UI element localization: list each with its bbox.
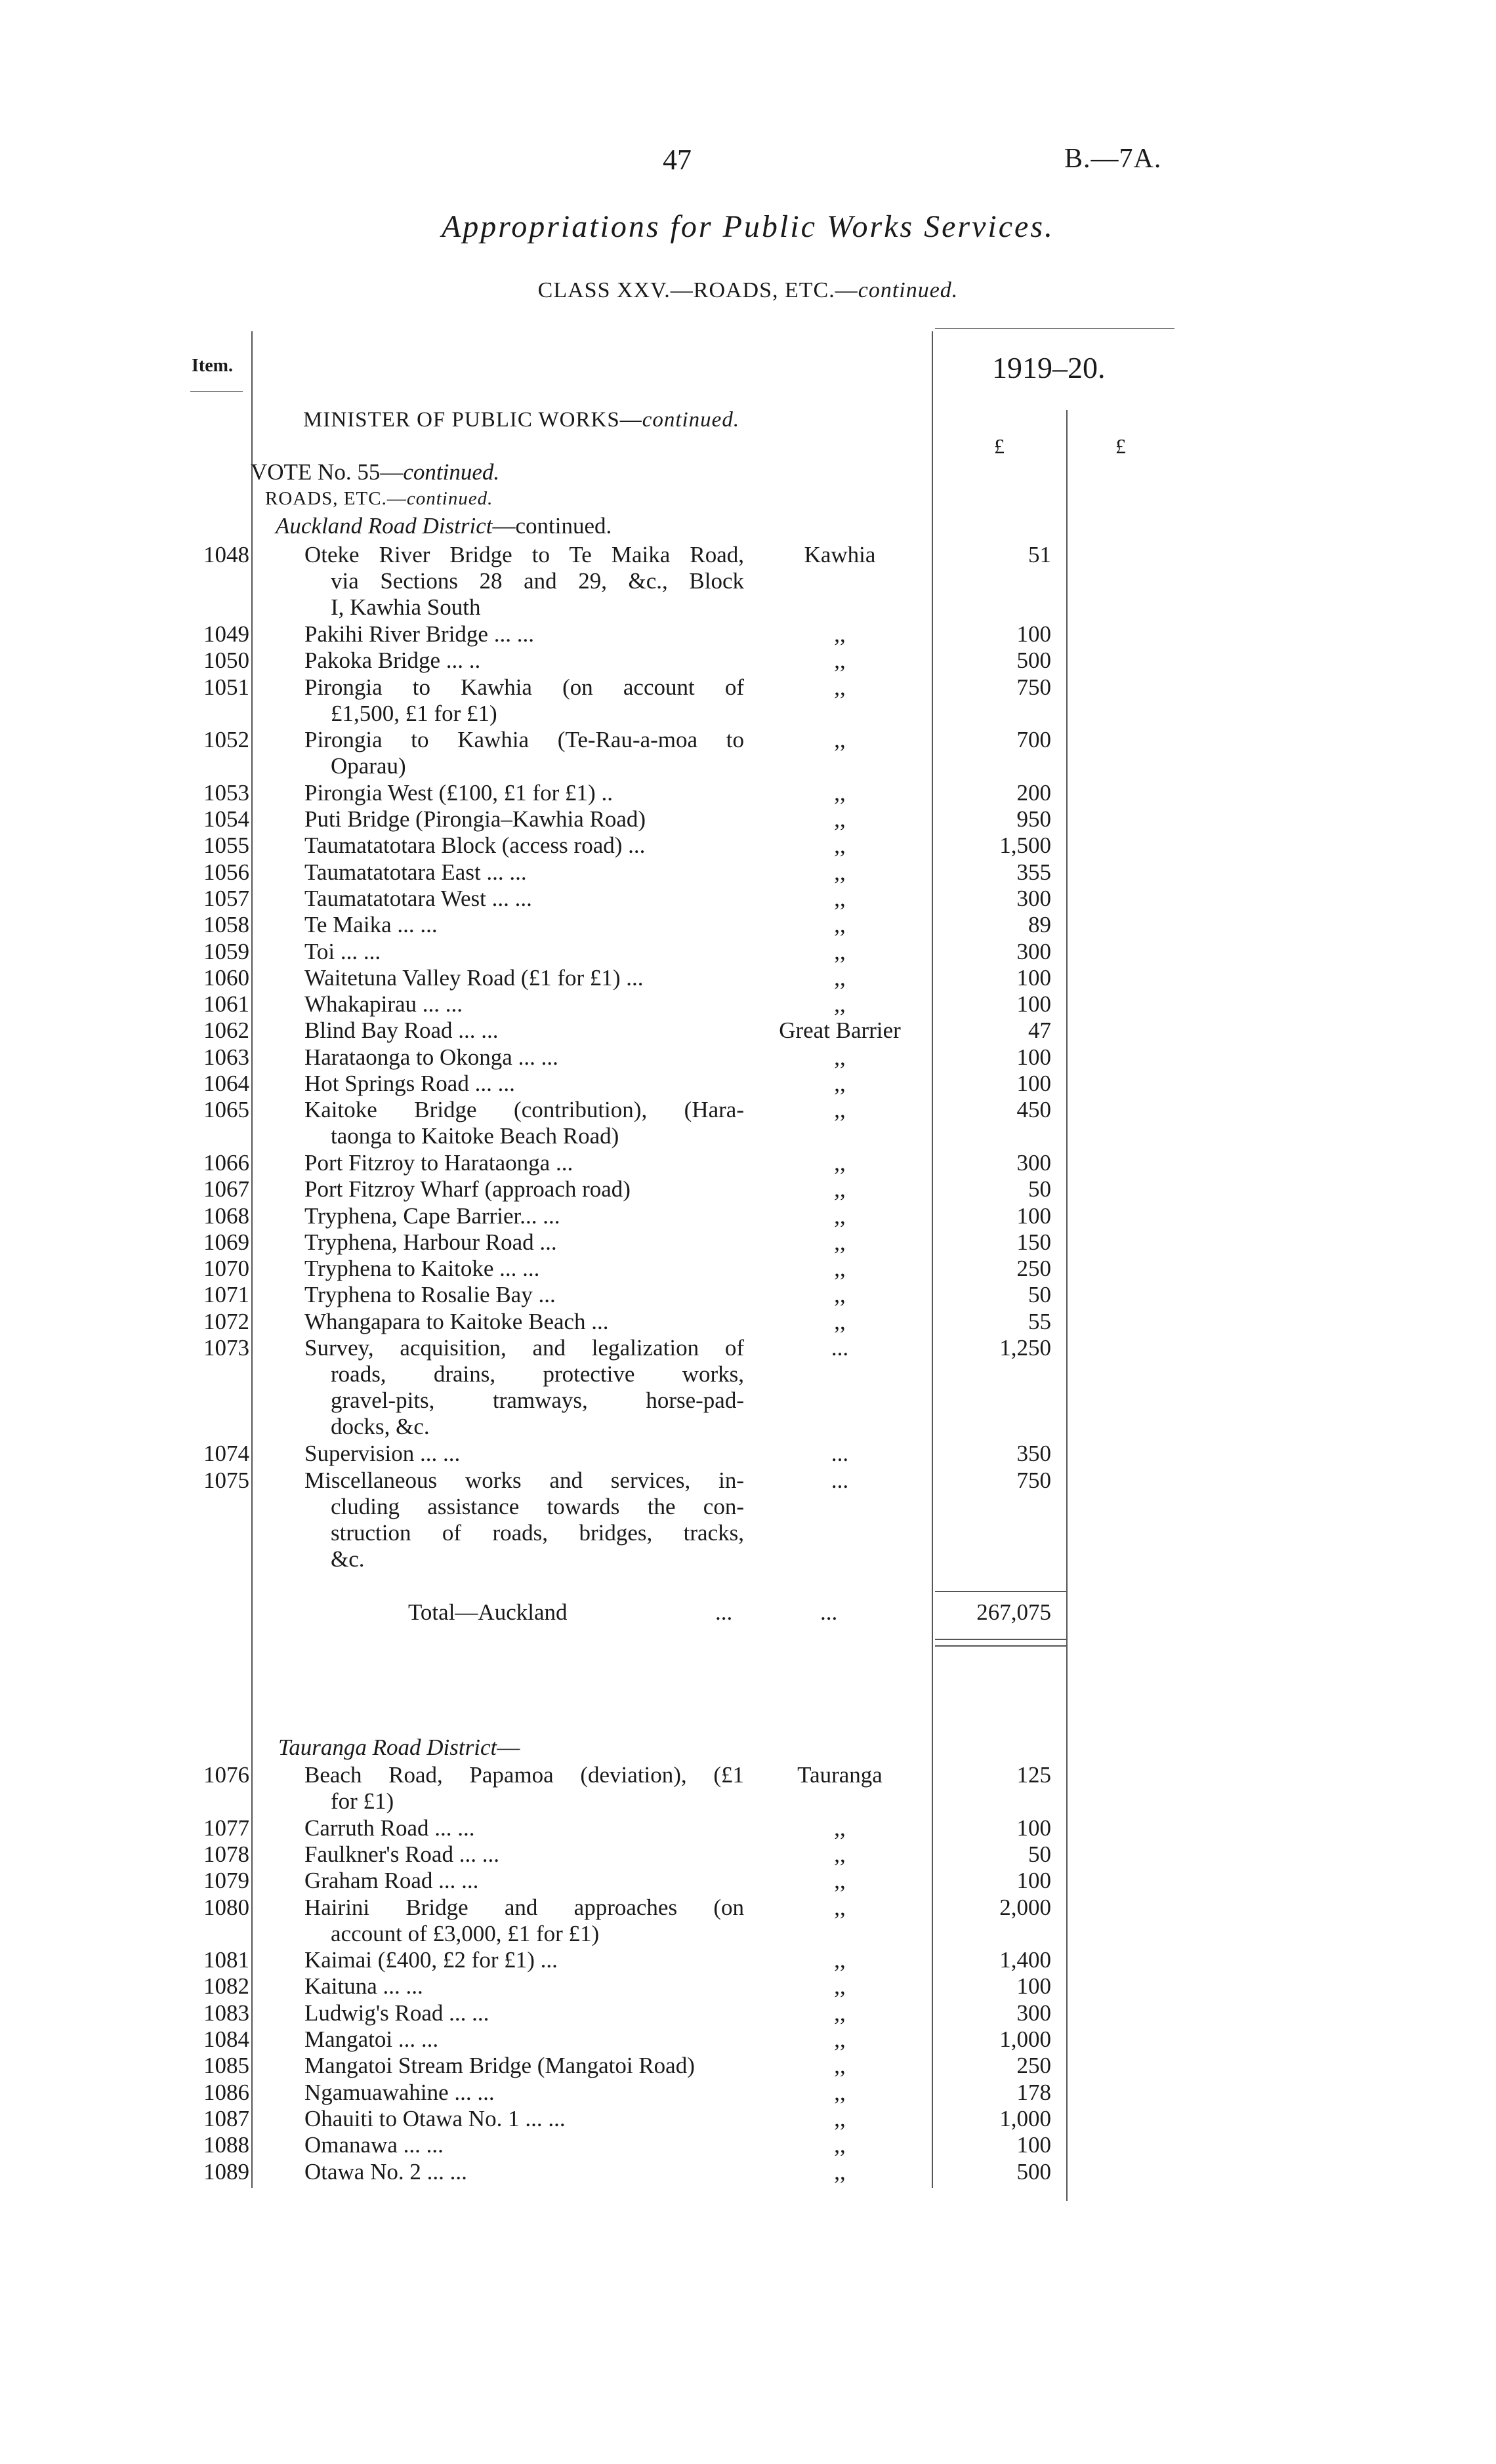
item-description-line: Ngamuawahine ... ... [304,2079,495,2105]
item-number: 1059 [203,938,249,964]
item-amount: 250 [1016,1256,1051,1282]
item-amount: 300 [1016,1149,1051,1176]
item-description-line: Omanawa ... ... [304,2132,444,2158]
item-description-line: Pakoka Bridge ... .. [304,647,481,674]
item-description [304,1815,744,1841]
tauranga-district-heading [278,1735,520,1761]
total-amount: 267,075 [976,1599,1051,1625]
item-description [304,965,744,991]
item-description-line: Harataonga to Okonga ... ... [304,1044,558,1070]
item-description [304,727,744,779]
item-description-line: Waitetuna Valley Road (£1 for £1) ... [304,964,644,991]
item-description [304,1947,744,1973]
item-district: ,, [834,1071,846,1096]
item-district: ,, [834,1815,846,1841]
vote-heading-main: VOTE No. 55— [251,459,404,485]
item-amount: 100 [1016,1973,1051,2000]
item-description-line: Whangapara to Kaitoke Beach ... [304,1308,609,1334]
item-amount: 100 [1016,1071,1051,1096]
item-number: 1064 [203,1071,249,1096]
item-description-line: Tryphena to Kaitoke ... ... [304,1256,540,1282]
item-description-line: struction of roads, bridges, tracks, [331,1519,744,1546]
vote-heading-cont: continued. [403,459,500,485]
item-amount: 1,000 [999,2105,1051,2131]
item-district: ,, [834,1097,846,1123]
item-description [304,991,744,1017]
auckland-district-cont: —continued. [492,513,612,539]
header-rule-right [935,328,1174,329]
item-description-line: taonga to Kaitoke Beach Road) [331,1123,619,1149]
item-description [304,1468,744,1572]
item-district: ,, [834,1841,846,1867]
class-subtitle-main: CLASS XXV.—ROADS, ETC.— [537,278,858,302]
item-amount: 300 [1016,885,1051,911]
item-district: ,, [834,1149,846,1176]
item-number: 1063 [203,1044,249,1070]
item-district: ,, [834,912,846,938]
item-description-line: Faulkner's Road ... ... [304,1841,499,1867]
item-description-line: Tryphena, Cape Barrier... ... [304,1202,560,1229]
item-description-line: Supervision ... ... [304,1441,461,1467]
item-amount: 355 [1016,859,1051,885]
item-number: 1072 [203,1308,249,1334]
item-district: ,, [834,1973,846,2000]
item-description [304,1282,744,1308]
item-number: 1054 [203,806,249,832]
item-description-line: Pirongia to Kawhia (Te-Rau-a-moa to [304,727,744,753]
item-district: ,, [834,647,846,674]
item-number: 1056 [203,859,249,885]
item-description-line: Mangatoi Stream Bridge (Mangatoi Road) [304,2053,695,2079]
minister-heading-main: MINISTER OF PUBLIC WORKS— [303,408,642,432]
item-number: 1053 [203,779,249,806]
item-description [304,674,744,727]
total-leader-dots-2: ... [820,1599,838,1625]
item-amount: 500 [1016,647,1051,674]
item-description [304,780,744,806]
item-amount: 1,500 [999,832,1051,859]
item-district: ,, [834,779,846,806]
item-district: ... [831,1467,849,1493]
item-column-header: Item. [192,356,233,376]
item-amount: 100 [1016,621,1051,647]
item-description [304,2053,744,2079]
vote-heading [251,459,499,485]
roads-heading [265,488,493,510]
item-number: 1075 [203,1467,249,1493]
item-number: 1085 [203,2053,249,2079]
item-description [304,1841,744,1868]
item-district: Tauranga [797,1762,883,1788]
item-description-line: Taumatatotara East ... ... [304,859,527,885]
item-district: ,, [834,1176,846,1202]
item-number: 1048 [203,542,249,567]
page-number: 47 [663,144,692,176]
item-description-line: Graham Road ... ... [304,1868,479,1894]
item-number: 1050 [203,647,249,674]
item-number: 1079 [203,1868,249,1894]
item-number: 1081 [203,1947,249,1973]
item-description [304,859,744,886]
item-number: 1071 [203,1282,249,1308]
item-description [304,1256,744,1282]
item-number: 1068 [203,1202,249,1229]
item-number: 1078 [203,1841,249,1867]
item-description [304,2159,744,2185]
item-description [304,1017,744,1044]
item-number: 1084 [203,2026,249,2052]
item-amount: 150 [1016,1229,1051,1255]
item-number: 1058 [203,912,249,938]
item-description [304,1044,744,1071]
item-description [304,1441,744,1467]
document-reference: B.—7A. [1064,144,1162,174]
item-description-line: Pakihi River Bridge ... ... [304,621,534,647]
item-number: 1057 [203,885,249,911]
item-amount: 100 [1016,2132,1051,2158]
item-description-line: I, Kawhia South [331,594,481,620]
item-district: ,, [834,1308,846,1334]
item-district: ,, [834,938,846,964]
item-description-line: Mangatoi ... ... [304,2026,439,2052]
item-description [304,2106,744,2132]
item-district: ,, [834,1202,846,1229]
item-description-line: docks, &c. [331,1414,430,1439]
total-rule-top [935,1591,1066,1592]
item-amount: 500 [1016,2158,1051,2185]
item-amount: 200 [1016,779,1051,806]
item-number: 1089 [203,2158,249,2185]
roads-heading-main: ROADS, ETC.— [265,488,407,509]
item-description-line: Port Fitzroy to Harataonga ... [304,1149,573,1176]
item-description-line: Tryphena, Harbour Road ... [304,1229,557,1255]
item-description-line: Otawa No. 2 ... ... [304,2158,467,2185]
item-number: 1080 [203,1894,249,1920]
item-description [304,2132,744,2158]
item-district: Kawhia [804,542,876,567]
item-district: ... [831,1441,849,1467]
item-amount: 51 [1028,542,1051,567]
item-description-line: Hairini Bridge and approaches (on [304,1894,744,1920]
class-subtitle [0,278,1496,303]
item-description [304,806,744,832]
item-description-line: Hot Springs Road ... ... [304,1071,515,1096]
item-description-line: via Sections 28 and 29, &c., Block [331,568,744,594]
item-description-line: Ludwig's Road ... ... [304,2000,489,2026]
minister-heading [303,408,739,432]
total-label: Total—Auckland [408,1599,568,1625]
item-amount: 47 [1028,1017,1051,1044]
item-district: ,, [834,832,846,859]
item-district: ,, [834,2132,846,2158]
item-description [304,1868,744,1894]
item-amount: 100 [1016,1202,1051,1229]
item-number: 1088 [203,2132,249,2158]
item-number: 1060 [203,964,249,991]
item-description-line: Kaituna ... ... [304,1973,423,2000]
item-number: 1051 [203,674,249,700]
item-description-line: Carruth Road ... ... [304,1815,475,1841]
item-amount: 1,250 [999,1335,1051,1361]
item-amount: 300 [1016,938,1051,964]
item-description-line: £1,500, £1 for £1) [331,700,497,726]
auckland-district-heading [276,513,612,539]
item-description-line: Taumatatotara West ... ... [304,885,532,911]
item-amount: 50 [1028,1282,1051,1308]
item-district: ,, [834,1894,846,1920]
item-number: 1083 [203,2000,249,2026]
item-amount: 50 [1028,1176,1051,1202]
currency-symbol-1: £ [994,434,1005,458]
total-rule-bottom-2 [935,1645,1066,1647]
amount-column-rule-right [1066,410,1068,2201]
item-description [304,1097,744,1149]
item-description-line: roads, drains, protective works, [331,1361,744,1387]
item-number: 1067 [203,1176,249,1202]
item-description [304,1973,744,2000]
item-amount: 125 [1016,1762,1051,1788]
item-amount: 250 [1016,2053,1051,2079]
item-description-line: Tryphena to Rosalie Bay ... [304,1282,556,1308]
item-description-line: Kaitoke Bridge (contribution), (Hara- [304,1097,744,1123]
item-number: 1073 [203,1335,249,1361]
item-description [304,542,744,621]
item-description-line: Port Fitzroy Wharf (approach road) [304,1176,631,1202]
item-district: Great Barrier [779,1017,901,1044]
item-amount: 100 [1016,964,1051,991]
item-description [304,939,744,965]
item-description [304,2026,744,2053]
item-number: 1082 [203,1973,249,2000]
item-number: 1074 [203,1441,249,1467]
item-district: ,, [834,2158,846,2185]
item-number: 1077 [203,1815,249,1841]
item-number: 1065 [203,1097,249,1123]
item-description-line: Blind Bay Road ... ... [304,1017,499,1044]
auckland-district-name: Auckland Road District [276,513,493,539]
item-district: ,, [834,2105,846,2131]
item-description [304,647,744,674]
item-district: ,, [834,1947,846,1973]
item-description-line: Ohauiti to Otawa No. 1 ... ... [304,2105,566,2131]
item-amount: 100 [1016,1868,1051,1894]
item-description [304,1895,744,1947]
item-description [304,1071,744,1097]
item-description-line: account of £3,000, £1 for £1) [331,1920,600,1946]
item-amount: 450 [1016,1097,1051,1123]
item-amount: 1,400 [999,1947,1051,1973]
total-rule-bottom-1 [935,1639,1066,1640]
item-district: ,, [834,1044,846,1070]
item-description-line: &c. [331,1546,365,1572]
item-amount: 1,000 [999,2026,1051,2052]
item-description [304,1335,744,1440]
item-description-line: Whakapirau ... ... [304,991,463,1017]
item-number: 1087 [203,2105,249,2131]
item-description-line: Miscellaneous works and services, in- [304,1467,744,1493]
item-number: 1070 [203,1256,249,1282]
item-district: ,, [834,621,846,647]
item-district: ,, [834,806,846,832]
item-description [304,2000,744,2026]
item-district: ,, [834,1868,846,1894]
item-description-line: Puti Bridge (Pirongia–Kawhia Road) [304,806,646,832]
item-description-line: cluding assistance towards the con- [331,1493,744,1519]
year-column-header: 1919–20. [992,351,1106,384]
item-amount: 300 [1016,2000,1051,2026]
class-subtitle-cont: continued. [858,278,959,302]
item-description [304,621,744,647]
item-number: 1055 [203,832,249,859]
item-number: 1049 [203,621,249,647]
item-description-line: Oteke River Bridge to Te Maika Road, [304,542,744,567]
item-amount: 55 [1028,1308,1051,1334]
item-description [304,886,744,912]
item-district: ,, [834,1229,846,1255]
item-column-rule [251,331,253,2188]
item-district: ,, [834,674,846,700]
item-amount: 750 [1016,674,1051,700]
item-description-line: Beach Road, Papamoa (deviation), (£1 [304,1762,744,1788]
item-description [304,1150,744,1176]
item-description [304,1762,744,1815]
tauranga-district-dash: — [497,1735,520,1760]
item-description [304,1203,744,1229]
item-district: ,, [834,991,846,1017]
item-description-line: for £1) [331,1788,394,1814]
item-district: ,, [834,2000,846,2026]
item-amount: 178 [1016,2079,1051,2105]
item-description-line: Pirongia West (£100, £1 for £1) .. [304,779,613,806]
item-description-line: Toi ... ... [304,938,381,964]
item-amount: 350 [1016,1441,1051,1467]
tauranga-district-name: Tauranga Road District [278,1735,497,1760]
roads-heading-cont: continued. [406,488,493,509]
item-description-line: Oparau) [331,753,406,779]
item-description [304,832,744,859]
item-district: ,, [834,727,846,753]
item-number: 1066 [203,1149,249,1176]
item-description [304,1309,744,1335]
item-district: ,, [834,859,846,885]
item-amount: 89 [1028,912,1051,938]
minister-heading-cont: continued. [642,408,740,432]
item-amount: 950 [1016,806,1051,832]
currency-symbol-2: £ [1115,434,1126,458]
item-number: 1061 [203,991,249,1017]
item-amount: 2,000 [999,1894,1051,1920]
item-number: 1052 [203,727,249,753]
item-district: ,, [834,964,846,991]
item-description-line: Kaimai (£400, £2 for £1) ... [304,1947,558,1973]
item-description-line: gravel-pits, tramways, horse-pad- [331,1387,744,1413]
item-district: ,, [834,2026,846,2052]
item-district: ,, [834,2079,846,2105]
item-description [304,2080,744,2106]
item-number: 1076 [203,1762,249,1788]
item-amount: 750 [1016,1467,1051,1493]
item-number: 1069 [203,1229,249,1255]
item-district: ,, [834,1282,846,1308]
item-amount: 50 [1028,1841,1051,1867]
item-amount: 100 [1016,991,1051,1017]
item-district: ... [831,1335,849,1361]
item-amount: 700 [1016,727,1051,753]
item-description [304,912,744,938]
item-amount: 100 [1016,1044,1051,1070]
item-district: ,, [834,1256,846,1282]
item-district: ,, [834,2053,846,2079]
item-description-line: Te Maika ... ... [304,912,438,938]
item-description-line: Taumatatotara Block (access road) ... [304,832,646,859]
item-number: 1062 [203,1017,249,1044]
item-number: 1086 [203,2079,249,2105]
total-leader-dots-1: ... [715,1599,733,1625]
item-description-line: Survey, acquisition, and legalization of [304,1335,744,1361]
item-description [304,1229,744,1256]
page-title: Appropriations for Public Works Services. [441,209,1055,244]
item-amount: 100 [1016,1815,1051,1841]
item-description-line: Pirongia to Kawhia (on account of [304,674,744,700]
item-description [304,1176,744,1202]
header-rule-left [190,391,243,392]
item-district: ,, [834,885,846,911]
